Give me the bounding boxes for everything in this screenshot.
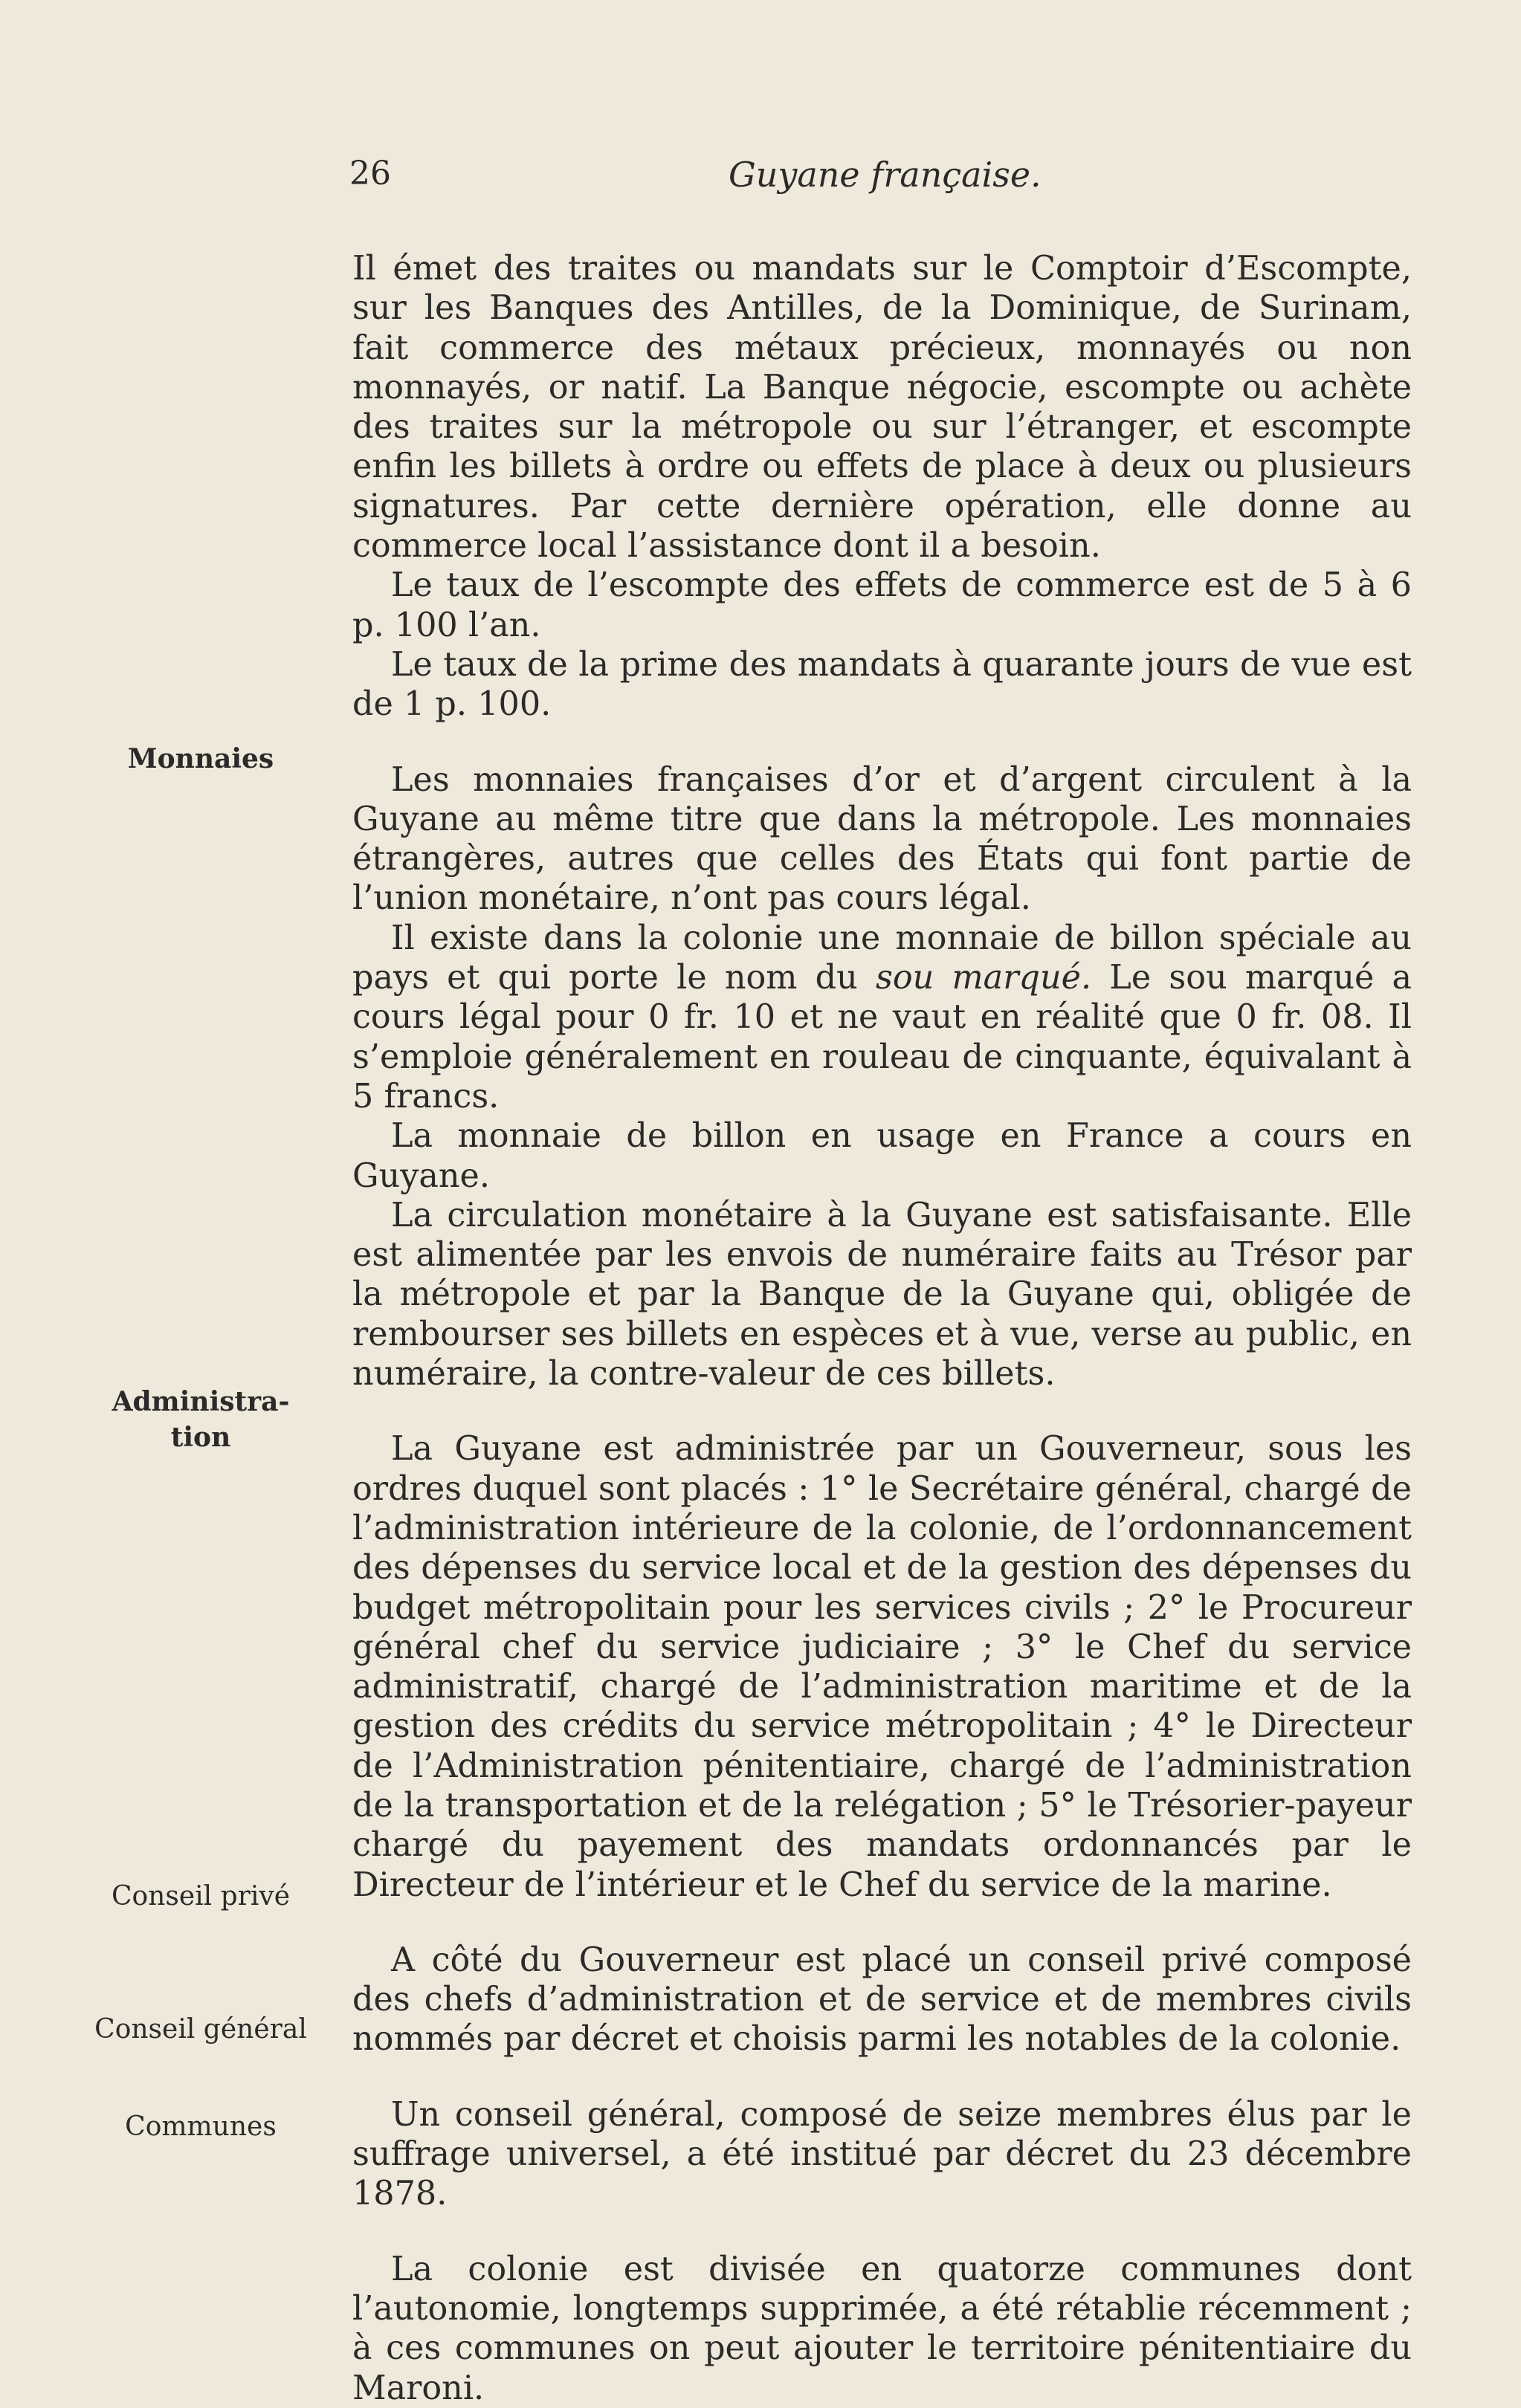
margin-note-monnaies: Monnaies: [127, 743, 274, 774]
page-header: [349, 155, 1427, 199]
margin-note-conseil-prive: Conseil privé: [111, 1881, 291, 1912]
paragraph-escompte: Le taux de l’escompte des effets de commerce est de 5 à 6 p. 100 l’an.: [352, 566, 1412, 644]
paragraph-circulation: La circulation monétaire à la Guyane est satisfaisante. Elle est alimentée par les envois de numéraire faits au Trésor par la métropole et par la Banque de la Guyane qui, obligée de rembourser ses billets en espèces et à vue, verse au public, en numéraire, la contre-valeur de ces billets.: [352, 1196, 1412, 1394]
paragraph-comptoir: Il émet des traites ou mandats sur le Comptoir d’Escompte, sur les Banques des Antilles, de la Dominique, de Surinam, fait commerce des métaux précieux, monnayés ou non monnayés, or natif. La Banque négocie, escompte ou achète des traites sur la métropole ou sur l’étranger, et escompte enfin les billets à ordre ou effets de place à deux ou plusieurs signatures. Par cette dernière opération, elle donne au commerce local l’assistance dont il a besoin.: [352, 250, 1412, 566]
paragraph-monnaies: Les monnaies françaises d’or et d’argent circulent à la Guyane au même titre que dans la métropole. Les monnaies étrangères, autres que celles des États qui font partie de l’union monétaire, n’ont pas cours légal.: [352, 760, 1412, 918]
margin-note-conseil-general: Conseil général: [94, 2014, 307, 2045]
margin-note-communes: Communes: [125, 2111, 277, 2142]
sou-marque-text-after: Le sou marqué a cours légal pour 0 fr. 10 et ne vaut en réalité que 0 fr. 08. Il s’emploie généralement en rouleau de cinquante, équivalant à 5 francs.: [352, 959, 1412, 1116]
sou-marque-text-before: Il existe dans la colonie une monnaie de billon spéciale au pays et qui porte le nom du: [352, 919, 1412, 997]
paragraph-sou-marque: [352, 919, 1412, 1116]
sou-marque-italic: sou marqué.: [876, 959, 1092, 997]
paragraph-communes: La colonie est divisée en quatorze communes dont l’autonomie, longtemps supprimée, a été rétablie récemment ; à ces communes on peut ajouter le territoire pénitentiaire du Maroni.: [352, 2250, 1412, 2407]
paragraph-administration: La Guyane est administrée par un Gouverneur, sous les ordres duquel sont placés : 1° le Secrétaire général, chargé de l’administration intérieure de la colonie, de l’ordonnancement des dépenses du service local et de la gestion des dépenses du budget métropolitain pour les services civils ; 2° le Procureur général chef du service judiciaire ; 3° le Chef du service administratif, chargé de l’administration maritime et de la gestion des crédits du service métropolitain ; 4° le Directeur de l’Administration pénitentiaire, chargé de l’administration de la transportation et de la relégation ; 5° le Trésorier-payeur chargé du payement des mandats ordonnancés par le Directeur de l’intérieur et le Chef du service de la marine.: [352, 1430, 1412, 1904]
margin-note-administration: Administra- tion: [112, 1386, 290, 1453]
body-text: [352, 249, 1412, 2408]
running-title: Guyane française.: [729, 155, 1042, 195]
paragraph-conseil-general: Un conseil général, composé de seize membres élus par le suffrage universel, a été institué par décret du 23 décembre 1878.: [352, 2095, 1412, 2213]
page-number: 26: [349, 155, 391, 192]
paragraph-prime: Le taux de la prime des mandats à quarante jours de vue est de 1 p. 100.: [352, 645, 1412, 724]
paragraph-conseil-prive: A côté du Gouverneur est placé un conseil privé composé des chefs d’administration et de service et de membres civils nommés par décret et choisis parmi les notables de la colonie.: [352, 1941, 1412, 2059]
paragraph-billon: La monnaie de billon en usage en France a cours en Guyane.: [352, 1117, 1412, 1195]
